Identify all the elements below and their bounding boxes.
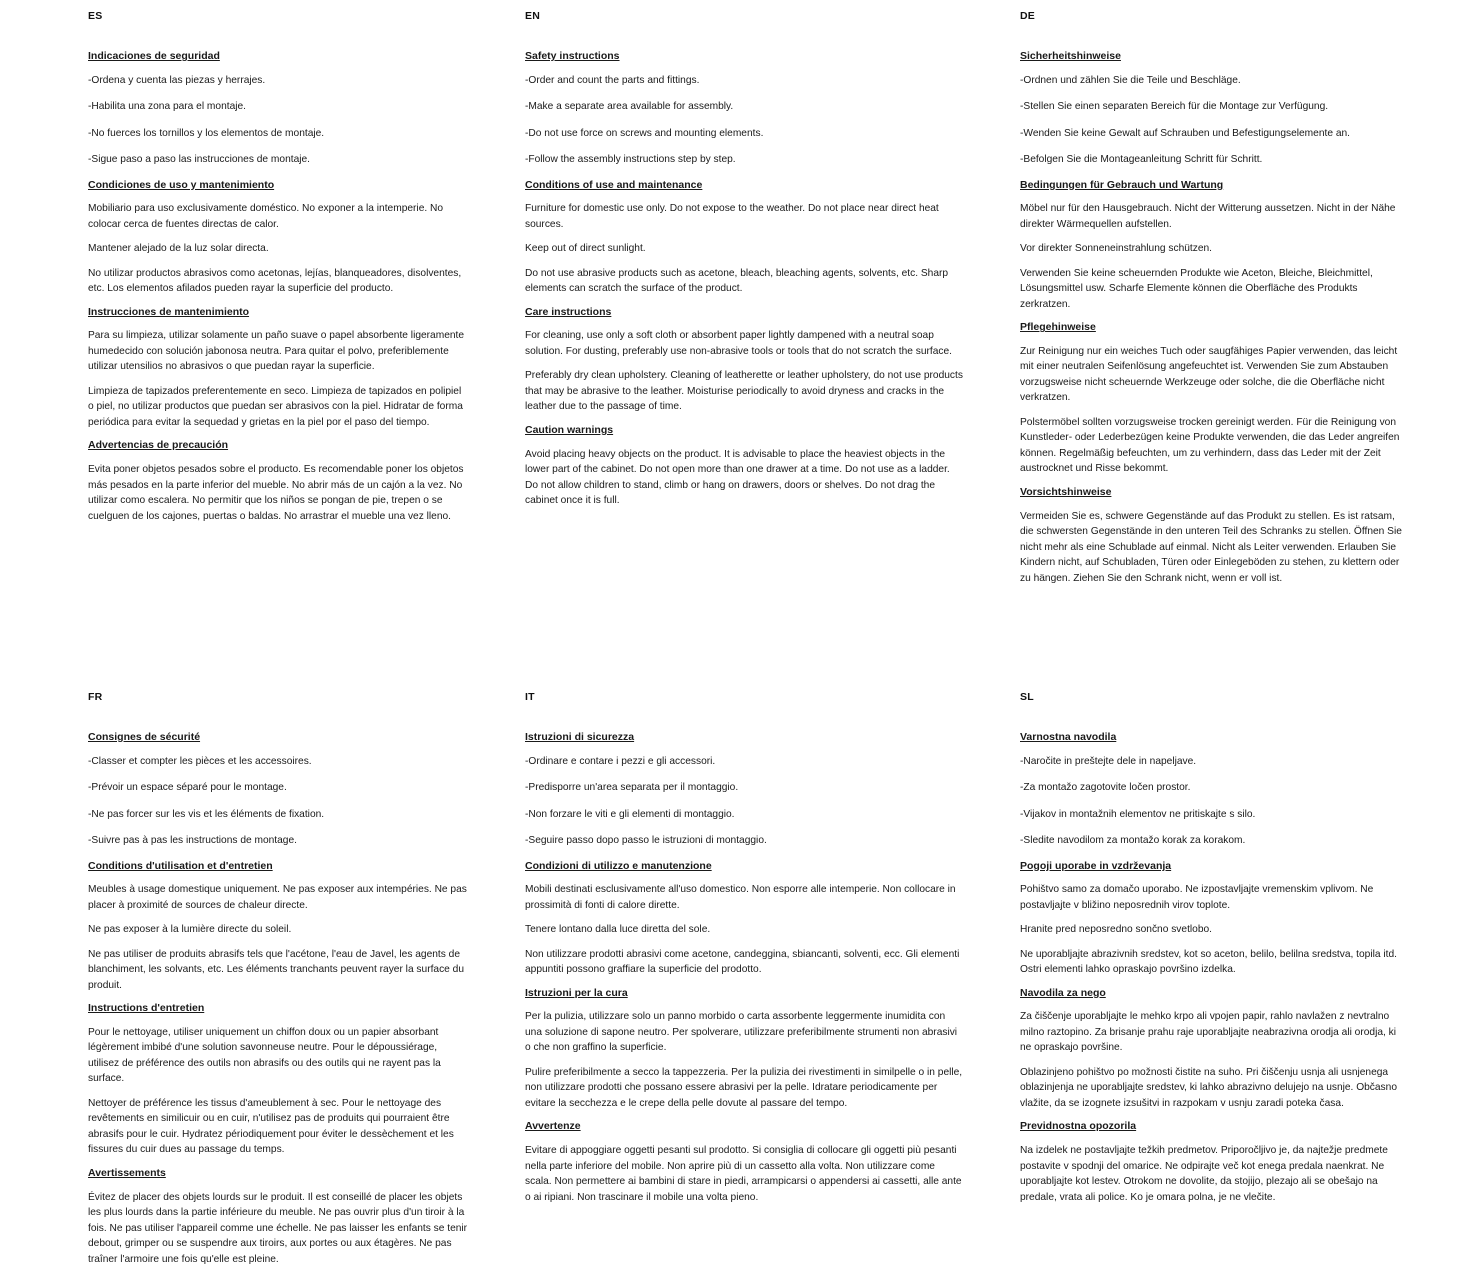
language-code-sl: SL bbox=[1020, 691, 1034, 704]
paragraph: -Sigue paso a paso las instrucciones de montaje. bbox=[88, 154, 310, 166]
section-title: Condizioni di utilizzo e manutenzione bbox=[525, 859, 712, 872]
paragraph: -Ne pas forcer sur les vis et les éléments de fixation. bbox=[88, 808, 325, 820]
section-warnings-es bbox=[88, 439, 469, 524]
section-title: Avvertenze bbox=[525, 1120, 581, 1133]
paragraph: Pulire preferibilmente a secco la tappezzeria. Per la pulizia dei rivestimenti in similpelle o in pelle, non utilizzare prodotti che possano essere abrasivi per la pelle. Idratare periodicamente per evitare la secchezza e le crepe della pelle dovute al passare del tempo. bbox=[525, 1066, 963, 1109]
paragraph: Keep out of direct sunlight. bbox=[525, 243, 646, 255]
paragraph: Vermeiden Sie es, schwere Gegenstände auf das Produkt zu stellen. Es ist ratsam, die schwersten Gegenstände in den unteren Teil des Schranks zu stellen. Öffnen Sie nicht mehr als eine Schublade auf einmal. Nicht als Leiter verwenden. Erlauben Sie Kindern nicht, auf Schubladen, Türen oder Einlegeböden zu stehen, zu klettern oder zu hängen. Ziehen Sie den Schrank nicht, wenn er voll ist. bbox=[1020, 510, 1402, 584]
section-safety-sl bbox=[1020, 731, 1404, 849]
paragraph: Meubles à usage domestique uniquement. Ne pas exposer aux intempéries. Ne pas placer à proximité de sources de chaleur directe. bbox=[88, 884, 467, 911]
section-title: Avertissements bbox=[88, 1166, 166, 1179]
paragraph: -Ordinare e contare i pezzi e gli accessori. bbox=[525, 755, 716, 767]
language-column-es bbox=[88, 10, 525, 595]
paragraph: -Habilita una zona para el montaje. bbox=[88, 101, 247, 113]
section-title: Pflegehinweise bbox=[1020, 321, 1096, 334]
language-row-bottom bbox=[0, 691, 1463, 1276]
paragraph: Na izdelek ne postavljajte težkih predmetov. Priporočljivo je, da najtežje predmete postavite v spodnji del omarice. Ne odpirajte več kot enega predala naenkrat. Ne uporabljajte kot lestev. Otrokom ne dovolite, da stojijo, plezajo ali se obešajo na predale, vrata ali police. Ko je omara polna, je ne vlečite. bbox=[1020, 1145, 1388, 1203]
paragraph: Verwenden Sie keine scheuernden Produkte wie Aceton, Bleiche, Bleichmittel, Lösungsmittel usw. Scharfe Elemente können die Oberfläche des Produkts zerkratzen. bbox=[1020, 267, 1373, 310]
paragraph: Za čiščenje uporabljajte le mehko krpo ali vpojen papir, rahlo navlažen z nevtralno milno raztopino. Za brisanje prahu raje uporabljajte neabrazivna orodja ali orodja, ki ne opraskajo površine. bbox=[1020, 1011, 1397, 1054]
language-column-fr bbox=[88, 691, 525, 1276]
section-safety-fr bbox=[88, 731, 469, 849]
section-title: Bedingungen für Gebrauch und Wartung bbox=[1020, 178, 1224, 191]
section-safety-it bbox=[525, 731, 964, 849]
section-caution-de bbox=[1020, 486, 1404, 586]
section-caution-en bbox=[525, 424, 964, 509]
paragraph: Oblazinjeno pohištvo po možnosti čistite na suho. Pri čiščenju usnja ali usnjenega oblazinjenja ne uporabljajte sredstev, ki lahko abrazivno delujejo na usnje. Občasno vlažite, da se izognete izsušitvi in razpokam v usnju zaradi poteka časa. bbox=[1020, 1066, 1397, 1109]
paragraph: Évitez de placer des objets lourds sur le produit. Il est conseillé de placer les objets les plus lourds dans la partie inférieure du meuble. Ne pas ouvrir plus d'un tiroir à la fois. Ne pas utiliser l'appareil comme une échelle. Ne pas laisser les enfants se tenir debout, grimper ou se suspendre aux tiroirs, aux portes ou aux étagères. Ne pas traîner l'armoire une fois qu'elle est pleine. bbox=[88, 1191, 468, 1265]
paragraph: For cleaning, use only a soft cloth or absorbent paper lightly dampened with a neutral soap solution. For dusting, preferably use non-abrasive tools or tools that do not scratch the surface. bbox=[525, 330, 952, 357]
paragraph: -Order and count the parts and fittings. bbox=[525, 74, 700, 86]
section-conditions-de bbox=[1020, 179, 1404, 313]
paragraph: -Vijakov in montažnih elementov ne pritiskajte s silo. bbox=[1020, 808, 1256, 820]
paragraph: Vor direkter Sonneneinstrahlung schützen. bbox=[1020, 243, 1212, 255]
language-code-de: DE bbox=[1020, 10, 1035, 22]
paragraph: Evita poner objetos pesados sobre el producto. Es recomendable poner los objetos más pesados en la parte inferior del mueble. No abrir más de un cajón a la vez. No utilizar como escalera. No permitir que los niños se pongan de pie, trepen o se cuelguen de los cajones, puertas o baldas. No arrastrar el mueble una vez lleno. bbox=[88, 464, 464, 522]
language-row-top bbox=[0, 10, 1463, 595]
section-caution-fr bbox=[88, 1167, 469, 1267]
section-title: Previdnostna opozorila bbox=[1020, 1120, 1137, 1133]
section-care-en bbox=[525, 306, 964, 415]
paragraph: Tenere lontano dalla luce diretta del sole. bbox=[525, 924, 711, 936]
paragraph: Hranite pred neposredno sončno svetlobo. bbox=[1020, 924, 1212, 936]
section-title: Conditions of use and maintenance bbox=[525, 178, 703, 191]
section-title: Condiciones de uso y mantenimiento bbox=[88, 178, 275, 191]
section-title: Vorsichtshinweise bbox=[1020, 485, 1112, 498]
paragraph: Limpieza de tapizados preferentemente en seco. Limpieza de tapizados en polipiel o piel, no utilizar productos que puedan ser abrasivos con la piel. Hidratar de forma periódica para evitar la sequedad y grietas en la piel por el paso del tiempo. bbox=[88, 385, 463, 428]
paragraph: -Ordnen und zählen Sie die Teile und Beschläge. bbox=[1020, 74, 1241, 86]
paragraph: No utilizar productos abrasivos como acetonas, lejías, blanqueadores, disolventes, etc. Los elementos afilados pueden rayar la superficie del producto. bbox=[88, 267, 462, 295]
paragraph: -Seguire passo dopo passo le istruzioni di montaggio. bbox=[525, 835, 767, 847]
paragraph: Do not use abrasive products such as acetone, bleach, bleaching agents, solvents, etc. Sharp elements can scratch the surface of the product. bbox=[525, 267, 949, 295]
section-conditions-fr bbox=[88, 860, 469, 994]
paragraph: -Ordena y cuenta las piezas y herrajes. bbox=[88, 74, 266, 86]
section-conditions-es bbox=[88, 179, 469, 297]
paragraph: -Non forzare le viti e gli elementi di montaggio. bbox=[525, 808, 735, 820]
language-code-it: IT bbox=[525, 691, 535, 704]
section-title: Pogoji uporabe in vzdrževanja bbox=[1020, 859, 1172, 872]
language-column-it bbox=[525, 691, 1020, 1276]
paragraph: -Do not use force on screws and mounting elements. bbox=[525, 127, 764, 139]
paragraph: -Make a separate area available for assembly. bbox=[525, 101, 734, 113]
section-title: Consignes de sécurité bbox=[88, 731, 201, 744]
section-title: Safety instructions bbox=[525, 50, 620, 62]
section-title: Varnostna navodila bbox=[1020, 731, 1117, 744]
section-conditions-en bbox=[525, 179, 964, 297]
section-title: Instructions d'entretien bbox=[88, 1002, 205, 1015]
paragraph: -Prévoir un espace séparé pour le montage. bbox=[88, 782, 287, 794]
section-title: Instrucciones de mantenimiento bbox=[88, 305, 250, 318]
section-title: Istruzioni per la cura bbox=[525, 986, 628, 999]
section-title: Advertencias de precaución bbox=[88, 439, 229, 452]
paragraph: Pour le nettoyage, utiliser uniquement un chiffon doux ou un papier absorbant légèrement imbibé d'une solution savonneuse neutre. Pour le dépoussiérage, utilisez de préférence des outils non abrasifs ou des outils qui ne rayent pas la surface. bbox=[88, 1026, 441, 1085]
section-title: Indicaciones de seguridad bbox=[88, 50, 220, 62]
paragraph: Para su limpieza, utilizar solamente un paño suave o papel absorbente ligeramente humedecido con solución jabonosa neutra. Para quitar el polvo, preferiblemente utilizar utensilios no abrasivos o que puedan rayar la superficie. bbox=[88, 330, 465, 373]
section-title: Caution warnings bbox=[525, 423, 614, 436]
paragraph: Zur Reinigung nur ein weiches Tuch oder saugfähiges Papier verwenden, das leicht mit einer neutralen Seifenlösung angefeuchtet ist. Verwenden Sie zum Abstauben vorzugsweise nicht scheuernde Werkzeuge oder solche, die die Oberfläche nicht verkratzen. bbox=[1020, 345, 1398, 404]
paragraph: Ne pas exposer à la lumière directe du soleil. bbox=[88, 924, 292, 936]
paragraph: -Wenden Sie keine Gewalt auf Schrauben und Befestigungselemente an. bbox=[1020, 127, 1350, 139]
paragraph: -Suivre pas à pas les instructions de montage. bbox=[88, 835, 297, 847]
section-title: Care instructions bbox=[525, 305, 612, 318]
paragraph: -Za montažo zagotovite ločen prostor. bbox=[1020, 782, 1191, 794]
paragraph: Preferably dry clean upholstery. Cleaning of leatherette or leather upholstery, do not use products that may be abrasive to the leather. Moisturise periodically to avoid dryness and cracks in the leather due to the passage of time. bbox=[525, 370, 963, 413]
paragraph: -Follow the assembly instructions step by step. bbox=[525, 154, 736, 166]
paragraph: -Predisporre un'area separata per il montaggio. bbox=[525, 782, 739, 794]
language-code-en: EN bbox=[525, 10, 540, 22]
paragraph: -Befolgen Sie die Montageanleitung Schritt für Schritt. bbox=[1020, 154, 1263, 166]
paragraph: Mobili destinati esclusivamente all'uso domestico. Non esporre alle intemperie. Non collocare in prossimità di fonti di calore dirette. bbox=[525, 884, 956, 911]
section-title: Istruzioni di sicurezza bbox=[525, 731, 635, 744]
paragraph: Möbel nur für den Hausgebrauch. Nicht der Witterung aussetzen. Nicht in der Nähe direkter Wärmequellen aufstellen. bbox=[1020, 203, 1396, 230]
section-safety-es bbox=[88, 50, 469, 168]
section-care-it bbox=[525, 987, 964, 1112]
section-caution-it bbox=[525, 1120, 964, 1205]
paragraph: -Naročite in preštejte dele in napeljave. bbox=[1020, 755, 1197, 767]
paragraph: Polstermöbel sollten vorzugsweise trocken gereinigt werden. Für die Reinigung von Kunstleder- oder Lederbezügen keine Produkte verwenden, die das Leder angreifen können. Regelmäßig befeuchten, um zu verhindern, dass das Leder mit der Zeit austrocknet und Risse bekommt. bbox=[1020, 416, 1400, 475]
language-column-en bbox=[525, 10, 1020, 595]
paragraph: Pohištvo samo za domačo uporabo. Ne izpostavljajte vremenskim vplivom. Ne postavljajte v bližino neposrednih virov toplote. bbox=[1020, 884, 1374, 911]
section-title: Navodila za nego bbox=[1020, 986, 1106, 999]
paragraph: -Classer et compter les pièces et les accessoires. bbox=[88, 755, 312, 767]
paragraph: Nettoyer de préférence les tissus d'ameublement à sec. Pour le nettoyage des revêtements en similicuir ou en cuir, n'utilisez pas de produits qui pourraient être abrasifs pour le cuir. Hydratez périodiquement pour éviter le dessèchement et les fissures du cuir dues au passage du temps. bbox=[88, 1097, 454, 1156]
section-title: Sicherheitshinweise bbox=[1020, 50, 1121, 62]
paragraph: Evitare di appoggiare oggetti pesanti sul prodotto. Si consiglia di collocare gli oggetti più pesanti nella parte inferiore del mobile. Non aprire più di un cassetto alla volta. Non utilizzare come scala. Non permettere ai bambini di stare in piedi, arrampicarsi o appendersi ai cassetti, alle ante o ai ripiani. Non trascinare il mobile una volta pieno. bbox=[525, 1145, 962, 1203]
section-care-fr bbox=[88, 1002, 469, 1158]
paragraph: Mobiliario para uso exclusivamente doméstico. No exponer a la intemperie. No colocar cerca de fuentes directas de calor. bbox=[88, 203, 444, 230]
section-caution-sl bbox=[1020, 1120, 1404, 1205]
paragraph: Ne uporabljajte abrazivnih sredstev, kot so aceton, belilo, belilna sredstva, topila itd. Ostri elementi lahko opraskajo površino izdelka. bbox=[1020, 948, 1397, 976]
section-conditions-sl bbox=[1020, 860, 1404, 978]
paragraph: Mantener alejado de la luz solar directa. bbox=[88, 243, 269, 255]
section-safety-de bbox=[1020, 50, 1404, 168]
paragraph: -Sledite navodilom za montažo korak za korakom. bbox=[1020, 835, 1246, 847]
paragraph: Per la pulizia, utilizzare solo un panno morbido o carta assorbente leggermente inumidita con una soluzione di sapone neutro. Per spolverare, utilizzare preferibilmente strumenti non abrasivi o che non graffino la superficie. bbox=[525, 1011, 958, 1054]
paragraph: -Stellen Sie einen separaten Bereich für die Montage zur Verfügung. bbox=[1020, 101, 1329, 113]
paragraph: Ne pas utiliser de produits abrasifs tels que l'acétone, l'eau de Javel, les agents de blanchiment, les solvants, etc. Les éléments tranchants peuvent rayer la surface du produit. bbox=[88, 948, 465, 991]
section-conditions-it bbox=[525, 860, 964, 978]
section-care-sl bbox=[1020, 987, 1404, 1112]
paragraph: Avoid placing heavy objects on the product. It is advisable to place the heaviest objects in the lower part of the cabinet. Do not open more than one drawer at a time. Do not use as a ladder. Do not allow children to stand, climb or hang on drawers, doors or shelves. Do not drag the cabinet once it is full. bbox=[525, 448, 950, 507]
language-code-fr: FR bbox=[88, 691, 103, 704]
paragraph: Non utilizzare prodotti abrasivi come acetone, candeggina, sbiancanti, solventi, ecc. Gli elementi appuntiti possono graffiare la superficie del prodotto. bbox=[525, 948, 960, 976]
section-maintenance-es bbox=[88, 306, 469, 431]
paragraph: -No fuerces los tornillos y los elementos de montaje. bbox=[88, 127, 325, 139]
section-care-de bbox=[1020, 321, 1404, 477]
section-title: Conditions d'utilisation et d'entretien bbox=[88, 859, 273, 872]
section-safety-en bbox=[525, 50, 964, 168]
language-code-es: ES bbox=[88, 10, 103, 22]
language-column-sl bbox=[1020, 691, 1460, 1276]
paragraph: Furniture for domestic use only. Do not expose to the weather. Do not place near direct heat sources. bbox=[525, 203, 939, 230]
language-column-de bbox=[1020, 10, 1460, 595]
